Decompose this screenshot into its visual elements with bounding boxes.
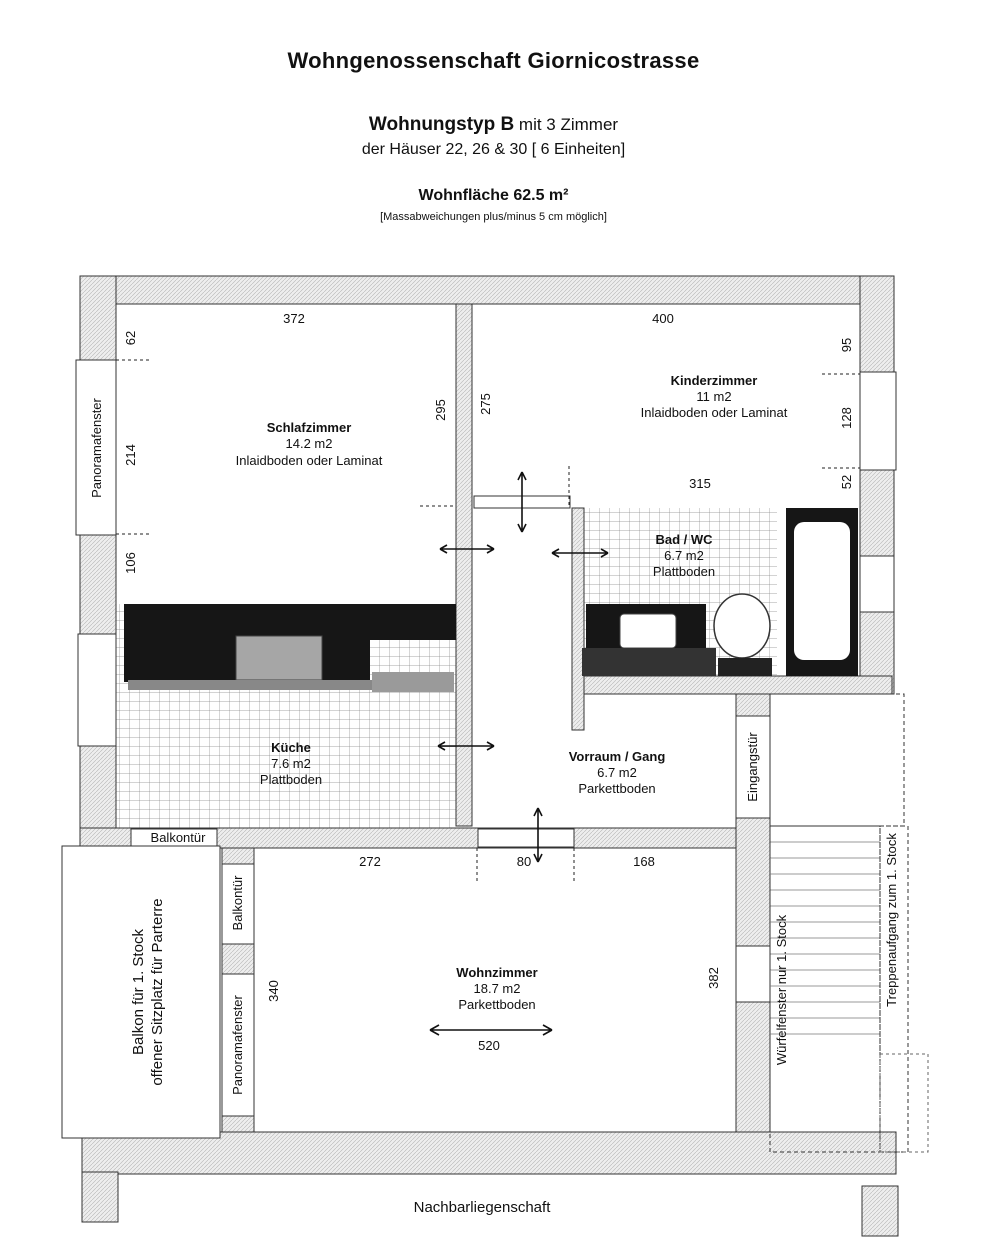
dim-168: 168 bbox=[633, 854, 655, 869]
room-area: 14.2 m2 bbox=[285, 436, 333, 451]
dim-80: 80 bbox=[516, 854, 532, 869]
wall-bottom-pillar-left bbox=[82, 1172, 118, 1222]
wall-bottom-pillar-right bbox=[862, 1186, 898, 1236]
room-schlafzimmer bbox=[236, 420, 383, 468]
room-name: Kinderzimmer bbox=[670, 373, 758, 388]
dim-214: 214 bbox=[123, 444, 138, 466]
cube-window bbox=[736, 946, 770, 1002]
bathtub-inner bbox=[794, 522, 850, 660]
houses-line: der Häuser 22, 26 & 30 [ 6 Einheiten] bbox=[361, 141, 626, 158]
room-name: Schlafzimmer bbox=[266, 420, 352, 435]
dim-372: 372 bbox=[283, 311, 305, 326]
label-panoramafenster-bottom: Panoramafenster bbox=[230, 995, 245, 1095]
room-kinderzimmer bbox=[641, 373, 788, 420]
room-floor: Inlaidboden oder Laminat bbox=[235, 453, 383, 468]
label-balkontuer-horizontal: Balkontür bbox=[150, 830, 206, 845]
dim-400: 400 bbox=[652, 311, 674, 326]
toilet-tank bbox=[718, 658, 772, 676]
living-room-opening bbox=[478, 829, 574, 847]
room-name: Wohnzimmer bbox=[456, 965, 538, 980]
bath-window bbox=[860, 556, 894, 612]
room-name: Bad / WC bbox=[655, 532, 713, 547]
dim-95: 95 bbox=[839, 337, 854, 353]
dim-295: 295 bbox=[433, 399, 448, 421]
kitchen-counter-edge bbox=[128, 680, 374, 690]
kitchen-window bbox=[78, 634, 116, 746]
tolerance-note: [Massabweichungen plus/minus 5 cm möglich] bbox=[380, 211, 607, 223]
label-nachbarliegenschaft: Nachbarliegenschaft bbox=[413, 1199, 551, 1216]
washbasin-base bbox=[582, 648, 716, 676]
label-panoramafenster-top: Panoramafenster bbox=[89, 398, 104, 498]
label-balkontuer-vertical: Balkontür bbox=[230, 875, 245, 931]
wall-middle bbox=[456, 304, 472, 826]
label-eingangstuer: Eingangstür bbox=[745, 732, 760, 802]
kitchen-counter bbox=[124, 604, 456, 640]
room-name: Küche bbox=[271, 740, 311, 755]
room-area: 18.7 m2 bbox=[473, 981, 521, 996]
staircase-landing bbox=[770, 694, 904, 826]
kitchen-shelf bbox=[372, 672, 454, 692]
dim-106: 106 bbox=[123, 552, 138, 574]
room-area: 11 m2 bbox=[696, 389, 732, 404]
room-wohnzimmer bbox=[456, 965, 537, 1012]
dim-275: 275 bbox=[478, 393, 493, 415]
wall-top bbox=[80, 276, 892, 304]
kitchen-sink bbox=[236, 636, 322, 680]
apartment-type-rooms: mit 3 Zimmer bbox=[514, 115, 619, 134]
room-vorraum bbox=[569, 749, 666, 796]
room-floor: Parkettboden bbox=[458, 997, 536, 1012]
room-area: 6.7 m2 bbox=[597, 765, 637, 780]
dim-382: 382 bbox=[706, 967, 721, 989]
living-area: Wohnfläche 62.5 m² bbox=[418, 187, 569, 204]
dim-128: 128 bbox=[839, 407, 854, 429]
washbasin bbox=[620, 614, 676, 648]
wall-bath-left bbox=[572, 508, 584, 730]
room-floor: Plattboden bbox=[652, 564, 716, 579]
dim-52: 52 bbox=[839, 474, 854, 490]
wall-bath-bottom bbox=[572, 676, 892, 694]
room-floor: Parkettboden bbox=[578, 781, 656, 796]
dim-340: 340 bbox=[266, 980, 281, 1002]
label-wuerfelfenster: Würfelfenster nur 1. Stock bbox=[774, 914, 789, 1066]
room-area: 6.7 m2 bbox=[664, 548, 704, 563]
dim-315: 315 bbox=[689, 476, 711, 491]
room-area: 7.6 m2 bbox=[271, 756, 311, 771]
children-room-window bbox=[860, 372, 896, 470]
room-floor: Plattboden bbox=[259, 772, 323, 787]
dim-62: 62 bbox=[123, 330, 138, 346]
label-balkon-line1: Balkon für 1. Stock bbox=[130, 929, 147, 1055]
room-name: Vorraum / Gang bbox=[568, 749, 666, 764]
label-balkon-line2: offener Sitzplatz für Parterre bbox=[149, 898, 166, 1086]
room-floor: Inlaidboden oder Laminat bbox=[640, 405, 788, 420]
apartment-type-bold: Wohnungstyp B bbox=[368, 114, 515, 135]
label-treppenaufgang: Treppenaufgang zum 1. Stock bbox=[884, 833, 899, 1007]
dim-272: 272 bbox=[359, 854, 381, 869]
dim-520: 520 bbox=[478, 1038, 500, 1053]
wall-right-upper bbox=[860, 276, 894, 694]
plan-title: Wohngenossenschaft Giornicostrasse bbox=[287, 48, 700, 73]
toilet bbox=[714, 594, 770, 658]
